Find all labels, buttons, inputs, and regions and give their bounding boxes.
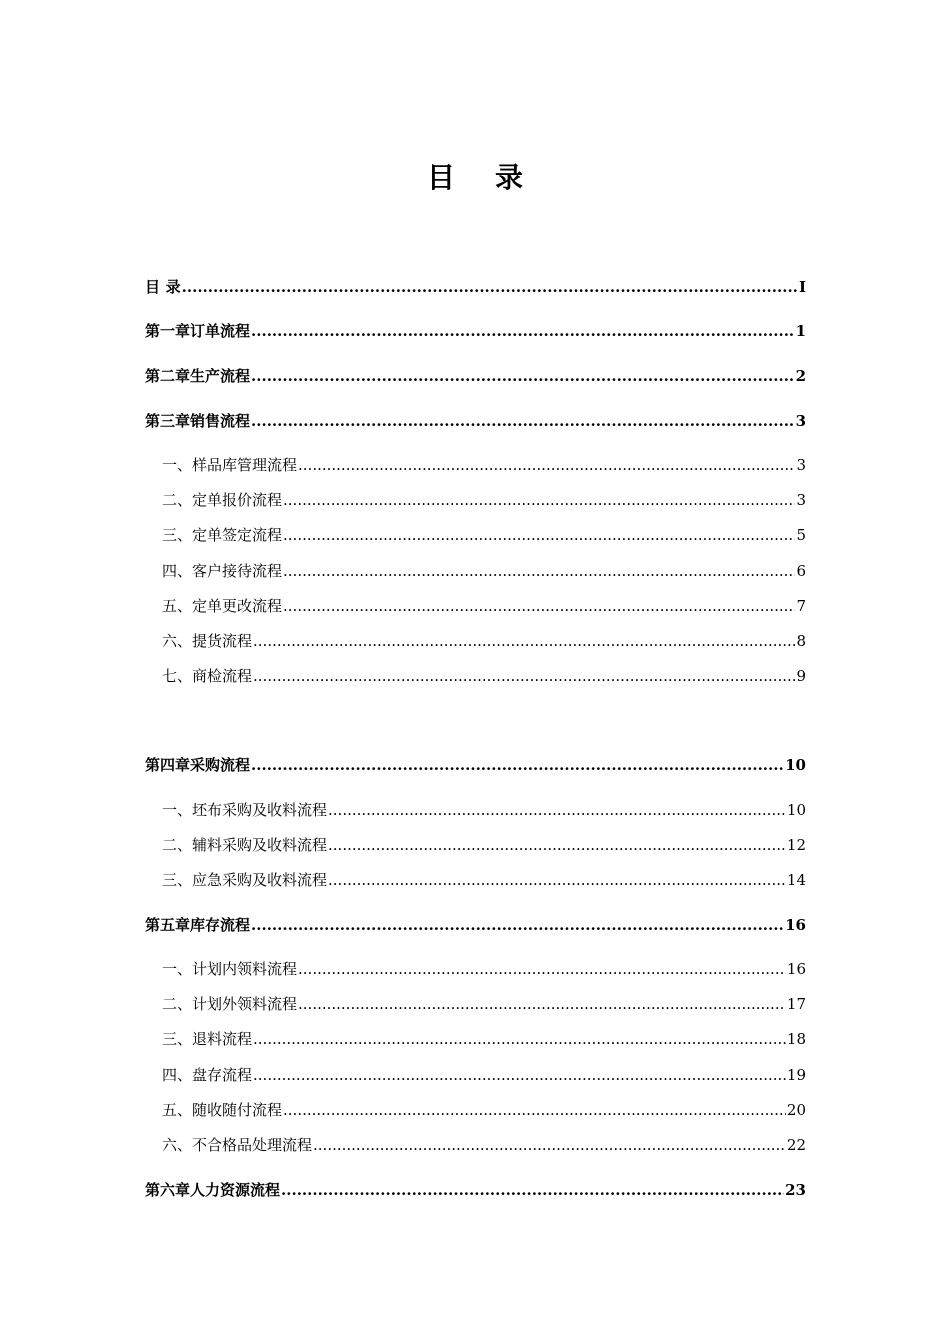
dot-leader: [283, 1100, 786, 1120]
toc-entry[interactable]: [162, 561, 806, 581]
toc-entry-page: 6: [796, 562, 806, 580]
dot-leader: [251, 366, 795, 386]
toc-entry[interactable]: [162, 631, 806, 651]
dot-leader: [328, 870, 786, 890]
toc-entry-number: 第一章: [145, 322, 191, 340]
toc-entry[interactable]: [162, 525, 806, 545]
toc-entry-title: 六、不合格品处理流程: [162, 1136, 313, 1154]
toc-entry[interactable]: [162, 455, 806, 475]
toc-entry-number: 第六章: [145, 1181, 191, 1199]
toc-entry[interactable]: [145, 277, 806, 297]
toc-entry-page: 3: [795, 412, 806, 430]
toc-entry-page: 3: [796, 456, 806, 474]
dot-leader: [298, 994, 786, 1014]
dot-leader: [281, 1180, 784, 1200]
toc-entry-title: 销售流程: [190, 412, 251, 430]
toc-entry-title: 五、随收随付流程: [162, 1101, 283, 1119]
toc-entry[interactable]: [162, 994, 806, 1014]
dot-leader: [253, 1029, 786, 1049]
dot-leader: [251, 321, 795, 341]
toc-entry-number: 第五章: [145, 916, 191, 934]
toc-entry[interactable]: [162, 1135, 806, 1155]
toc-entry-page: I: [798, 278, 806, 296]
toc-entry[interactable]: [145, 366, 806, 386]
toc-entry-page: 12: [786, 836, 806, 854]
toc-entry-title: 采购流程: [190, 756, 251, 774]
toc-entry[interactable]: [162, 490, 806, 510]
toc-entry-title: 二、辅料采购及收料流程: [162, 836, 328, 854]
toc-entry-page: 5: [796, 526, 806, 544]
toc-entry[interactable]: [145, 411, 806, 431]
toc-entry-page: 18: [786, 1030, 806, 1048]
toc-entry-title: 二、计划外领料流程: [162, 995, 298, 1013]
toc-entry-title: 库存流程: [190, 916, 251, 934]
toc-entry-title: 三、退料流程: [162, 1030, 253, 1048]
toc-entry-title: 订单流程: [190, 322, 251, 340]
dot-leader: [313, 1135, 786, 1155]
toc-entry-title: 录: [165, 278, 181, 296]
toc-entry[interactable]: [162, 835, 806, 855]
dot-leader: [328, 800, 786, 820]
toc-entry-title: 三、定单签定流程: [162, 526, 283, 544]
dot-leader: [283, 596, 795, 616]
dot-leader: [283, 561, 795, 581]
toc-entry-page: 2: [795, 367, 806, 385]
toc-entry[interactable]: [162, 666, 806, 686]
dot-leader: [251, 755, 784, 775]
toc-entry[interactable]: [145, 321, 806, 341]
toc-entry-page: 16: [785, 916, 806, 934]
dot-leader: [298, 959, 786, 979]
toc-entry-number: 第四章: [145, 756, 191, 774]
toc-entry-title: 四、客户接待流程: [162, 562, 283, 580]
toc-entry-title: 生产流程: [190, 367, 251, 385]
dot-leader: [251, 915, 784, 935]
toc-entry[interactable]: [145, 915, 806, 935]
toc-entry[interactable]: [162, 800, 806, 820]
dot-leader: [182, 277, 798, 297]
toc-entry[interactable]: [162, 596, 806, 616]
toc-entry-title: 一、样品库管理流程: [162, 456, 298, 474]
toc-entry-page: 20: [786, 1101, 806, 1119]
title-part-2: 录: [495, 161, 524, 194]
toc-entry-page: 1: [795, 322, 806, 340]
toc-entry-page: 23: [785, 1181, 806, 1199]
toc-entry-page: 8: [796, 632, 806, 650]
toc-entry-title: 七、商检流程: [162, 667, 253, 685]
toc-entry-title: 二、定单报价流程: [162, 491, 283, 509]
toc-entry-page: 3: [796, 491, 806, 509]
toc-entry-page: 17: [786, 995, 806, 1013]
toc-entry[interactable]: [162, 1029, 806, 1049]
dot-leader: [283, 490, 795, 510]
toc-entry[interactable]: [162, 1100, 806, 1120]
toc-entry-title: 一、计划内领料流程: [162, 960, 298, 978]
toc-entry-page: 14: [786, 871, 806, 889]
toc-entry[interactable]: [162, 1065, 806, 1085]
title-part-1: 目: [426, 161, 455, 194]
toc-entry-page: 9: [796, 667, 806, 685]
dot-leader: [253, 666, 795, 686]
dot-leader: [253, 1065, 786, 1085]
page-title: [0, 160, 950, 196]
toc-entry-title: 三、应急采购及收料流程: [162, 871, 328, 889]
toc-entry-number: 第三章: [145, 412, 191, 430]
toc-entry-page: 19: [786, 1066, 806, 1084]
toc-entry-page: 22: [786, 1136, 806, 1154]
toc-entry-number: 目: [145, 278, 161, 296]
toc-entry-number: 第二章: [145, 367, 191, 385]
toc-entry-title: 五、定单更改流程: [162, 597, 283, 615]
dot-leader: [328, 835, 786, 855]
toc-entry-title: 人力资源流程: [190, 1181, 281, 1199]
toc-entry-page: 10: [786, 801, 806, 819]
dot-leader: [251, 411, 795, 431]
dot-leader: [283, 525, 795, 545]
dot-leader: [253, 631, 795, 651]
toc-entry[interactable]: [145, 1180, 806, 1200]
toc-entry[interactable]: [162, 870, 806, 890]
toc-entry[interactable]: [162, 959, 806, 979]
toc-entry-title: 一、坯布采购及收料流程: [162, 801, 328, 819]
toc-entry[interactable]: [145, 755, 806, 775]
toc-entry-title: 四、盘存流程: [162, 1066, 253, 1084]
toc-entry-title: 六、提货流程: [162, 632, 253, 650]
toc-entry-page: 10: [785, 756, 806, 774]
toc-entry-page: 16: [786, 960, 806, 978]
dot-leader: [298, 455, 795, 475]
toc-entry-page: 7: [796, 597, 806, 615]
